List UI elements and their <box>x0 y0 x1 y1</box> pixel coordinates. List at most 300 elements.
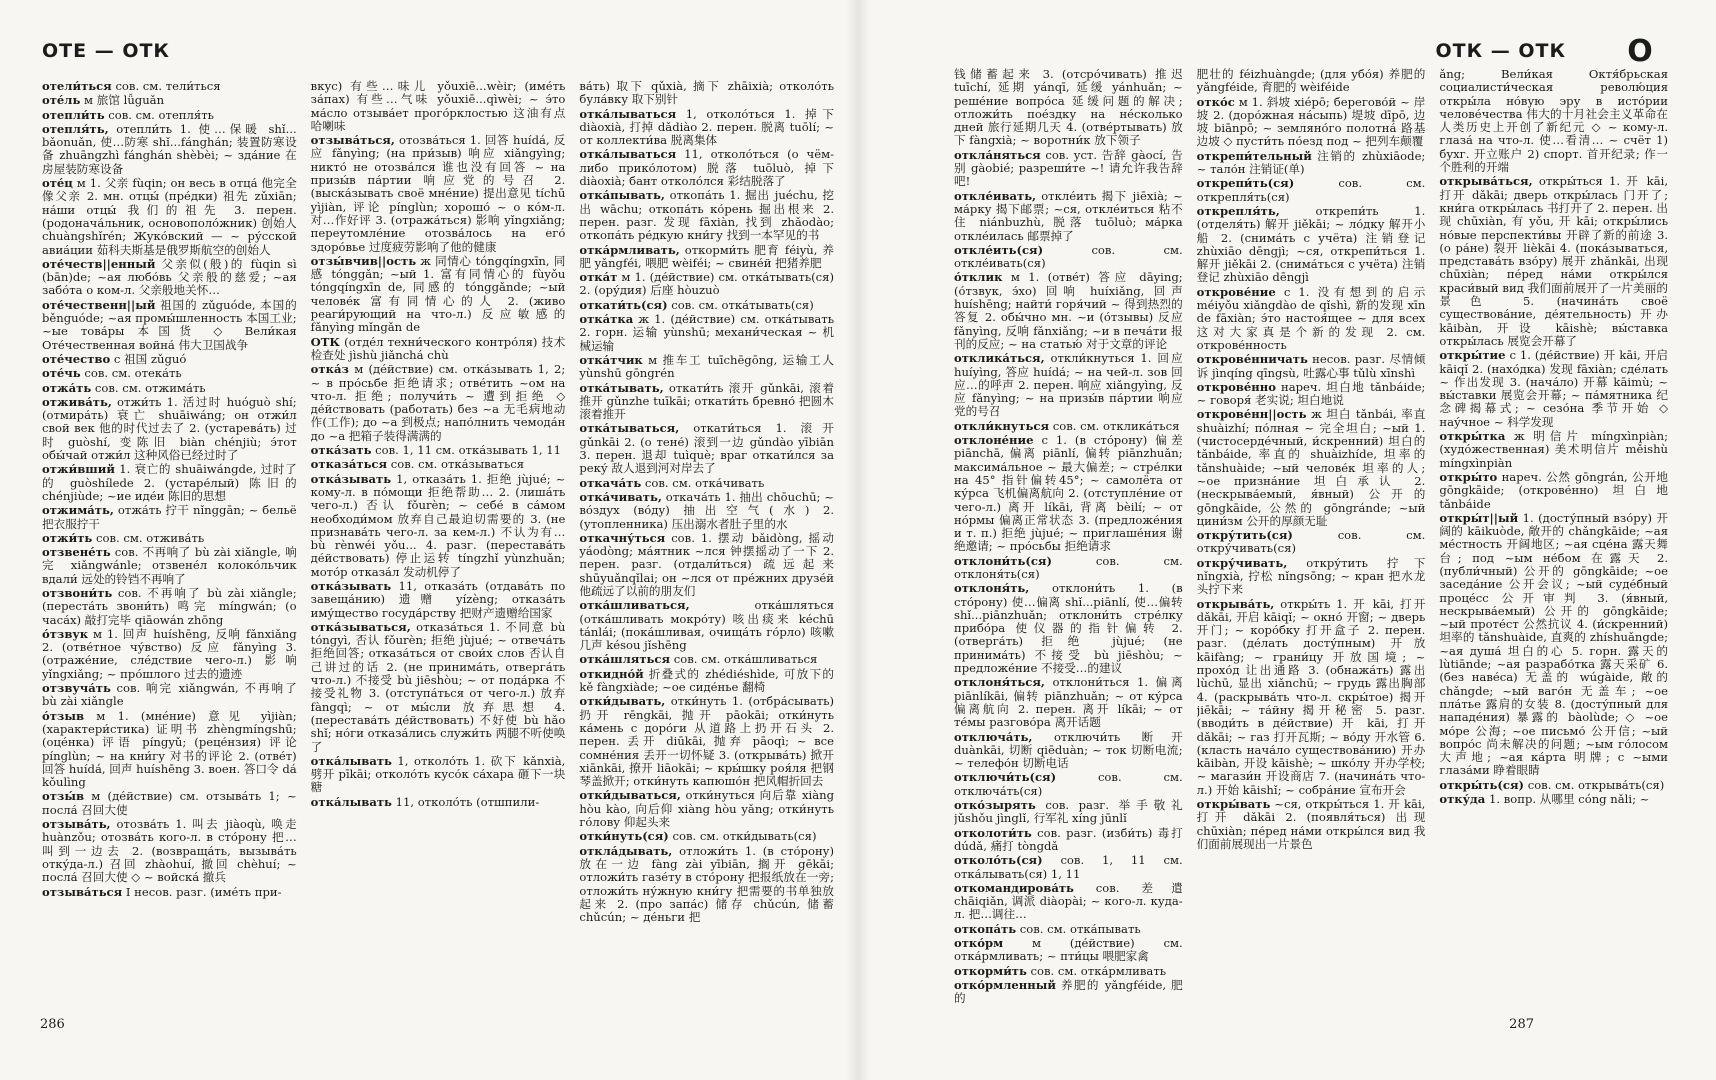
dictionary-entry <box>579 668 834 695</box>
entry-headword: открыва́ть, <box>1196 596 1275 611</box>
entry-headword: отка́чивать, <box>579 489 662 504</box>
entry-definition: откача́ть 1. 抽出 chōuchū; ~ во́здух (во́ду) 抽出空气(水) 2. (утопленника) 压出溺水者肚子里的水 <box>579 489 835 531</box>
entry-definition: сов. см. отклоня́ть(ся) <box>954 553 1183 581</box>
entry-headword: отказа́ться <box>310 457 388 472</box>
entry-definition: сов. см. открыва́ть(ся) <box>1527 777 1665 792</box>
entry-headword: о́тзыв <box>42 708 84 723</box>
entry-definition: откати́ть 滚开 gǔnkāi, 滚着推开 gǔnzhe tuīkāi; откати́ть бревно́ 把圆木滚着推开 <box>579 380 835 422</box>
dictionary-entry <box>954 965 1183 978</box>
entry-definition: с 1. (де́йствие) 开 kāi, 开启 kāiqǐ 2. (нахо́дка) 发现 fāxiàn; сде́лать ~ 作出发现 3. (нача́ло) 开幕 kāimù; ~ вы́ставки 展览会开幕; ~ па́мятника 纪念碑揭幕式; ~ сезо́на 季节开始 ◇ нау́чное ~ 科学发现 <box>1439 348 1669 429</box>
entry-definition: сов. 1, 11 см. отка́зывать 1, 11 <box>375 443 562 458</box>
dictionary-entry <box>1197 96 1426 149</box>
entry-definition: отклони́ться 1. 偏离 piānlíkāi, 偏转 piānzhuǎn; ~ от ку́рса 偏离航向 2. перен. 离开 líkāi; ~ от те́мы разгово́ра 离开话题 <box>954 675 1183 730</box>
left-column-2 <box>311 80 566 1010</box>
entry-definition: м (де́йствие) см. отка́рмливать; ~ пти́цы 喂肥家禽 <box>954 936 1183 964</box>
dictionary-entry <box>42 353 297 366</box>
dictionary-entry <box>42 463 297 503</box>
dictionary-entry <box>954 827 1183 854</box>
entry-headword: отжи́вший <box>42 462 115 477</box>
dictionary-entry <box>954 676 1183 729</box>
entry-definition: отозва́ть 1. 叫去 jiàoqù, 唤走 huànzǒu; отозва́ть кого-л. в сто́рону 把…叫到一边去 2. (возвраща́ть, вызыва́ть отку́да-л.) 召回 zhàohuí, 撤回 chèhuí; ~ посла́ 召回大使 ◇ ~ войска́ 撤兵 <box>42 817 297 885</box>
entry-definition: ж 明信片 míngxìnpiàn; (худо́жественная) 美术明信片 měishù míngxìnpiàn <box>1439 429 1669 470</box>
dictionary-entry <box>579 299 834 312</box>
entry-headword: отзыва́ть, <box>42 817 111 832</box>
dictionary-entry <box>311 80 566 133</box>
dictionary-entry <box>42 94 297 107</box>
entry-headword: отка́тывать, <box>579 380 664 395</box>
dictionary-entry <box>954 731 1183 771</box>
entry-definition: сов. см. открепля́ть(ся) <box>1196 176 1426 204</box>
entry-definition: сов. разг. 举手敬礼 jǔshǒu jìnglǐ, 行军礼 xíng jūnlǐ <box>954 798 1183 826</box>
entry-headword: отка́зывать <box>310 578 392 593</box>
dictionary-entry <box>42 299 297 352</box>
entry-definition: (отде́л техни́ческого контро́ля) 技术检查处 jìshù jiǎnchá chù <box>310 334 566 362</box>
entry-definition: 1. (досту́пный взо́ру) 开阔的 kāikuòde, 敞开的 chǎngkāide; ~ая ме́стность 开阔地区; ~ая сце́на 露天舞台; под ~ым не́бом 在露天 2. (публи́чный) 公开的 gōngkāide; ~ое заседа́ние 公开会议; ~ый суде́бный проце́сс 公开审判 3. (я́вный, нескрыва́емый) 公开的 gōngkāide; ~ый проте́ст 公然抗议 4. (и́скренний) 坦率的 tǎnshuàide, 直爽的 zhíshuǎngde; ~ая душа́ 坦白的心 5. горн. 露天的 lùtiānde; ~ая разрабо́тка 露天采矿 6. (без наве́са) 无盖的 wúgàide, 敞的 chǎngde; ~ый ваго́н 无盖车; ~ое пла́тье 露肩的女装 8. (досту́пный для нападе́ния) 暴露的 bàolùde; ◇ ~ое мо́ре 公海; ~ое письмо́ 公开信; ~ый вопро́с 尚未解决的问题; ~ым го́лосом 大声地; ~ая ка́рта 明牌; с ~ыми глаза́ми 睁着眼睛 <box>1439 510 1669 778</box>
dictionary-entry <box>42 587 297 627</box>
entry-definition: отжа́ть 拧干 nǐnggān; ~ бельё 把衣服拧干 <box>42 503 297 531</box>
entry-definition: с 祖国 zǔguó <box>113 351 187 366</box>
entry-definition: 11, отказа́ть (отдава́ть по завеща́нию) 遗赠 yízèng; отказа́ть иму́щество госуда́рству 把财产遗赠给国家 <box>310 578 566 620</box>
entry-headword: отзвуча́ть <box>42 681 111 696</box>
entry-headword: откача́ть <box>579 475 642 490</box>
right-column-1 <box>954 68 1183 1010</box>
entry-headword: отжи́ть <box>42 530 93 545</box>
entry-definition: I несов. разг. (име́ть при- <box>125 884 282 899</box>
entry-headword: отки́дываться, <box>579 788 681 803</box>
entry-headword: отклика́ться, <box>954 351 1045 366</box>
dictionary-entry <box>311 621 566 754</box>
right-column-2 <box>1197 68 1426 1010</box>
dictionary-entry <box>311 755 566 795</box>
dictionary-entry <box>1197 286 1426 352</box>
entry-headword: открыва́ться, <box>1439 174 1533 189</box>
entry-headword: оте́ц <box>42 176 73 191</box>
dictionary-entry <box>954 420 1183 433</box>
entry-headword: откру́тить(ся) <box>1196 528 1293 543</box>
entry-headword: отка́зать <box>310 443 372 458</box>
entry-definition: ~ся, откры́ться 1. 开 kāi, 打开 dǎkāi 2. (появля́ться) 出现 chūxiàn; пе́ред на́ми откры́лся вид 我们面前展现出一片景色 <box>1196 797 1426 851</box>
entry-definition: м 1. (мне́ние) 意见 yìjiàn; (характери́стика) 证明书 zhèngmíngshū; (оце́нка) 评语 píngyǔ; (реце́нзия) 评论 pínglùn; ~ на кни́гу 对书的评论 2. (отве́т) 回答 huídá, 回声 huíshēng 3. воен. 答口令 dá kǒulìng <box>42 708 297 790</box>
dictionary-entry <box>579 80 834 107</box>
dictionary-entry <box>42 682 297 709</box>
entry-headword: о́тклик <box>954 270 1003 285</box>
entry-definition: отжи́ть 1. 活过时 huóguò shí; (отмира́ть) 衰亡 shuāiwáng; он отжи́л свой век 他的时代过去了 2. (устарева́ть) 过时 guòshí, 变陈旧 biàn chénjiù; э́тот обы́чай отжи́л 这种风俗已经过时了 <box>42 394 297 463</box>
entry-headword: откачну́ться <box>579 530 666 545</box>
entry-definition: откорми́ть 肥育 féiyù, 养肥 yǎngféi, 喂肥 wèiféi; ~ свине́й 把猪养肥 <box>579 242 835 270</box>
entry-headword: отзыва́ться, <box>310 133 395 148</box>
entry-definition: 1, отколо́ть 1. 砍下 kǎnxià, 劈开 pīkāi; отколо́ть кусо́к са́хара 砸下一块糖 <box>310 753 566 795</box>
dictionary-entry <box>42 258 297 298</box>
entry-definition: нареч. 坦白地 tǎnbáide; ~ говоря́ 老实说; 坦白地说 <box>1196 379 1426 408</box>
entry-headword: отзвони́ть <box>42 585 113 600</box>
dictionary-entry <box>954 434 1183 554</box>
dictionary-entry <box>579 382 834 422</box>
entry-headword: откры́тие <box>1439 348 1506 363</box>
entry-definition: отозва́ться 1. 回答 huídá, 反应 fǎnyìng; (на при́зыв) 响应 xiǎngyìng; никто́ не отозва́лся 谁也没有回答 ~ на призы́в па́ртии 响应党的号召 2. (выска́зывать своё мне́ние) 提出意见 tíchū yìjiàn, 评论 pínglùn; хорошо́ ~ о ко́м-л. 对…作好评 3. (отража́ться) 影响 yǐngxiǎng; переутомле́ние отозва́лось на его́ здоро́вье 过度疲劳影响了他的健康 <box>310 133 566 254</box>
dictionary-entry <box>311 255 566 335</box>
dictionary-entry <box>42 177 297 257</box>
entry-headword: отключа́ть, <box>954 729 1033 744</box>
entry-headword: ОТК <box>310 334 340 349</box>
entry-definition: ж 同情心 tóngqíngxīn, 同感 tónggǎn; ~ый 1. 富有同情心的 fùyǒu tóngqíngxīn de, 同感的 tónggǎnde; ~ый челове́к 富有同情心的人 2. (живо реаги́рующий на что-л.) 反应敏感的 fǎnyìng mǐngǎn de <box>310 253 566 335</box>
entry-definition: сов. см. отжима́ть <box>94 380 206 395</box>
entry-definition: 11, отколо́ть (отшпили- <box>395 794 540 809</box>
entry-headword: отка́лывать <box>310 753 392 768</box>
dictionary-entry <box>954 149 1183 189</box>
dictionary-entry <box>42 790 297 817</box>
dictionary-entry <box>42 80 297 93</box>
entry-headword: отка́зываться, <box>310 619 411 634</box>
entry-definition: сов. см. отека́ть <box>84 366 182 381</box>
entry-definition: сов. 1. 摆动 bǎidòng, 摇动 yáodòng; ма́ятник ~лся 钟摆摇动了一下 2. перен. разг. (отдали́ться) 疏远起来 shūyuǎnqǐlai; он ~лся от пре́жних друзе́й 他疏远了以前的朋友们 <box>579 530 835 598</box>
entry-headword: оте́чество <box>42 351 111 366</box>
entry-headword: откати́ть(ся) <box>579 297 668 312</box>
dictionary-entry <box>954 882 1183 922</box>
entry-headword: отка́пывать, <box>579 188 665 203</box>
left-running-head: ОТЕ — ОТК <box>42 40 170 62</box>
entry-definition: сов. 不再响了 bù zài xiǎngle, 响完 xiǎngwánle; отзвене́л колоко́льчик вдали́ 远处的铃铛不再响了 <box>42 545 297 586</box>
dictionary-entry <box>1197 557 1426 597</box>
entry-definition: м 推车工 tuīchēgōng, 运输工人 yùnshū gōngrén <box>579 352 835 381</box>
entry-headword: открове́нн||ость <box>1196 407 1307 422</box>
entry-headword: отко́рмленный <box>954 977 1056 992</box>
entry-definition: с 1. 没有想到的启示 méiyǒu xiǎngdào de qǐshì, 新的发现 xīn de fāxiàn; э́то настоя́щее ~ для всех 这对大家真是个新的发现 2. см. открове́нность <box>1196 284 1426 352</box>
entry-definition: сов. см. отка́пывать <box>1019 921 1141 936</box>
entry-headword: откры́вать <box>1196 797 1271 812</box>
entry-headword: оте́чь <box>42 366 81 381</box>
entry-headword: отзыва́ться <box>42 884 123 899</box>
entry-definition: сов. см. тели́ться <box>115 80 221 93</box>
dictionary-entry <box>954 771 1183 798</box>
entry-headword: отко́рм <box>954 936 1004 950</box>
entry-definition: 注销的 zhùxiāode; ~ тало́н 注销证(单) <box>1196 148 1426 177</box>
entry-headword: откры́т||ый <box>1439 510 1519 525</box>
dictionary-entry <box>311 336 566 363</box>
dictionary-entry <box>579 532 834 598</box>
entry-definition: м 1. 回声 huíshēng, 反响 fǎnxiǎng 2. (отве́тное чу́вство) 反应 fǎnyìng 3. (отраже́ние, сле́дствие чего-л.) 影响 yǐngxiǎng; ~ про́шлого 过去的遗迹 <box>42 626 297 681</box>
dictionary-entry <box>42 546 297 586</box>
dictionary-entry <box>954 923 1183 936</box>
entry-headword: отклони́ть(ся) <box>954 553 1052 568</box>
entry-headword: отка́лываться <box>579 106 677 121</box>
dictionary-entry <box>1439 512 1668 778</box>
dictionary-entry <box>311 473 566 579</box>
entry-definition: открепи́ть 1. (отделя́ть) 解开 jiěkāi; ~ ло́дку 解开小船 2. (снима́ть с учёта) 注销登记 zhùxiāo dēngjì; ~ся, открепи́ться 1. 解开 jiěkāi 2. (снима́ться с учёта) 注销登记 zhùxiāo dēngjì <box>1196 203 1426 285</box>
dictionary-entry <box>579 477 834 490</box>
entry-headword: отко́с <box>1196 94 1235 109</box>
entry-headword: отка́тываться, <box>579 421 680 436</box>
dictionary-entry <box>1197 150 1426 177</box>
entry-definition: откры́ть 1. 开 kāi, 打开 dǎkāi, 开启 kāiqǐ; ~ окно́ 开窗; ~ дверь 开门; ~ коро́бку 打开盒子 2. перен. разг. (де́лать досту́пным) 开放 kāifàng; ~ грани́цу 开放国境; ~ прохо́д 让出通路 3. (обнажа́ть) 露出 lùchū, 显出 xiǎnchū; ~ грудь 露出胸部 4. (раскрыва́ть что-л. скры́тое) 揭开 jiēkāi; ~ та́йну 揭开秘密 5. разг. (вводи́ть в де́йствие) 开 kāi, 打开 dǎkāi; ~ газ 打开瓦斯; ~ во́ду 开水管 6. (класть нача́ло существова́нию) 开办 kāibàn, 开设 kāishè; ~ шко́лу 开办学校; ~ магази́н 开设商店 7. (начина́ть что-л.) 开始 kāishǐ; ~ собра́ние 宣布开会 <box>1196 596 1426 797</box>
dictionary-entry <box>579 244 834 271</box>
dictionary-entry <box>1439 793 1668 806</box>
dictionary-entry <box>954 271 1183 351</box>
entry-definition: ж 1. (де́йствие) см. отка́тывать 2. горн. 运输 yùnshū; механи́ческая ~ 机械运输 <box>579 312 835 353</box>
entry-headword: откла́дывать, <box>579 843 673 858</box>
dictionary-entry <box>579 422 834 475</box>
left-page-number: 286 <box>40 1017 65 1032</box>
entry-headword: отка́шливаться, <box>579 598 690 613</box>
entry-headword: оте́ль <box>42 93 81 108</box>
entry-definition: отложи́ть 1. (в сто́рону) 放在一边 fàng zài yībiān, 搁开 gēkāi; отложи́ть газе́ту в сто́рону 把报纸放在一旁; отложи́ть ну́жную кни́гу 把需要的书单独放起来 2. (про запа́с) 储存 chǔcún, 储蓄 chǔcún; ~ де́ньги 把 <box>579 843 835 925</box>
dictionary-entry <box>1439 68 1668 174</box>
dictionary-entry <box>579 599 834 652</box>
dictionary-entry <box>311 580 566 620</box>
dictionary-entry <box>42 818 297 884</box>
entry-definition: 1, отколо́ться 1. 掉下 diàoxià, 打掉 dǎdiào 2. перен. 脱离 tuōlí; ~ от коллекти́ва 脱离集体 <box>579 106 835 148</box>
dictionary-entry <box>954 799 1183 826</box>
dictionary-entry <box>42 628 297 681</box>
entry-headword: откле́ивать, <box>954 188 1037 203</box>
dictionary-entry <box>1197 381 1426 408</box>
entry-headword: о́тзвук <box>42 626 89 641</box>
entry-definition: м 1. (де́йствие) см. отка́тывать(ся) 2. (ору́дия) 后座 hòuzuò <box>579 270 835 298</box>
dictionary-entry <box>579 695 834 788</box>
entry-headword: откопа́ть <box>954 921 1017 936</box>
dictionary-entry <box>1197 68 1426 95</box>
entry-definition: сов. 差遣 chāiqiǎn, 调派 diàopài; ~ кого-л. куда-л. 把…调往… <box>954 880 1183 922</box>
entry-headword: отка́т <box>579 270 618 285</box>
entry-headword: отжа́ть <box>42 380 92 395</box>
entry-headword: отепли́ть <box>42 107 105 122</box>
dictionary-entry <box>954 68 1183 148</box>
entry-definition: сов. см. отки́дывать(ся) <box>672 829 817 844</box>
entry-definition: сов. см. отжива́ть <box>95 530 205 545</box>
entry-definition: м 1. 斜坡 xiépō; берегово́й ~ 岸坡 2. (доро́жная на́сыпь) 堤坡 dīpō, 边坡 biānpō; ~ земляно́го полотна́ 路基边坡 ◇ пусти́ть по́езд под ~ 把列车颠覆 <box>1196 94 1426 149</box>
entry-definition: сов. разг. (изби́ть) 毒打 dúdǎ, 痛打 tòngdǎ <box>954 825 1183 853</box>
dictionary-entry <box>579 189 834 242</box>
dictionary-entry <box>954 352 1183 418</box>
entry-headword: откорми́ть <box>954 963 1027 978</box>
entry-headword: откры́ть(ся) <box>1439 777 1525 792</box>
right-page-number: 287 <box>1509 1017 1534 1032</box>
entry-definition: м 1. (отве́т) 答应 dāying; (о́тзвук, э́хо) 回响 huíxiǎng, 回声 huíshēng; найти́ горя́чий ~ 得到热烈的答复 2. обы́чно мн. ~и (о́тзывы) 反应 fǎnyìng, 反响 fǎnxiǎng; ~и в печа́ти 报刊的反应; ~ на статью́ 对于文章的评论 <box>954 270 1183 351</box>
entry-headword: отколо́ть(ся) <box>954 853 1043 868</box>
entry-headword: откла́няться <box>954 147 1041 162</box>
dictionary-entry <box>579 653 834 666</box>
entry-definition: 祖国的 zǔguóde, 本国的 běnguóde; ~ая промы́шленность 本国工业; ~ые това́ры 本国货 ◇ Вели́кая Оте́чественная война́ 伟大卫国战争 <box>42 297 297 352</box>
entry-definition: ǎng; Вели́кая Октя́брьская социалисти́ческая револю́ция откры́ла но́вую эру в исто́рии челове́чества 伟大的十月社会主义革命在人类历史上开创了新纪元 ◇ ~ кому-л. глаза́ на что-л. 使…看清… ~ счёт 1) бухг. 开立账户 2) спорт. 首开纪录; 作一个胜利的开端 <box>1439 68 1669 175</box>
entry-definition: сов. см. отка́рмливать <box>1030 963 1167 978</box>
right-page <box>858 0 1716 1080</box>
entry-definition: 钱储蓄起来 3. (отсро́чивать) 推迟 tuīchí, 延期 yánqī, 延缓 yánhuǎn; ~ реше́ние вопро́са 延缓问题的解决; отложи́ть пое́здку на не́сколько дней 旅行延期几天 4. (отве́ртывать) 放下 fàngxià; ~ воротни́к 放下领子 <box>954 68 1183 148</box>
entry-definition: 11, отколо́ться (о чём-либо прико́лотом) 脱落 tuōluò, 掉下 diàoxià; бант отколо́лся 彩结脱落了 <box>579 147 835 189</box>
dictionary-entry <box>1197 798 1426 851</box>
dictionary-entry <box>1439 349 1668 429</box>
entry-definition: м (де́йствие) см. отзыва́ть 1; ~ посла́ 召回大使 <box>42 789 297 817</box>
dictionary-entry <box>954 555 1183 582</box>
entry-definition: м 1. 父亲 fùqin; он весь в отца́ 他完全像父亲 2. мн. отцы́ (пре́дки) 祖先 zǔxiān; на́ши отцы́ 我们的祖先 3. перен. (родонача́льник, основополо́жник) 创始人 chuàngshǐrén; Жуко́вский — ~ ру́сской авиа́ции 茹科夫斯基是俄罗斯航空的创始人 <box>42 176 297 257</box>
letter-tab: О <box>1627 34 1653 69</box>
entry-definition: отки́нуться 向后靠 xiàng hòu kào, 向后仰 xiàng hòu yǎng; отки́нуть го́лову 仰起头来 <box>579 788 835 830</box>
dictionary-entry <box>954 190 1183 243</box>
left-column-3 <box>579 80 834 1010</box>
entry-definition: нареч. 公然 gōngrán, 公开地 gōngkāide; (открове́нно) 坦白地 tǎnbáide <box>1439 469 1669 511</box>
entry-headword: отко́зырять <box>954 798 1036 813</box>
entry-definition: сов. 1, 11 см. отка́лывать(ся) 1, 11 <box>954 853 1183 881</box>
entry-headword: отжима́ть, <box>42 503 114 518</box>
entry-definition: откле́ить 揭下 jiēxià; ~ ма́рку 揭下邮票; ~ся, откле́иться 粘不住 niánbuzhù, 脱落 tuōluò; ма́рка откле́илась 邮票掉了 <box>954 188 1183 243</box>
left-column-1 <box>42 80 297 1010</box>
dictionary-entry <box>1197 177 1426 204</box>
entry-definition: с 1. (в сто́рону) 偏差 piānchā, 偏离 piānlí, 偏转 piānzhuǎn; максима́льное ~ 最大偏差; ~ стре́лки на 45° 指针偏转45°; ~ самолёта от ку́рса 飞机偏离航向 2. (отступле́ние от чего-л.) 离开 líkāi, 背离 bèilí; ~ от но́рмы 偏离正常状态 3. (предложе́ния и т. п.) 拒绝 jùjué; ~ приглаше́ния 谢绝邀请; ~ про́сьбы 拒绝请求 <box>954 433 1183 554</box>
entry-definition: 父亲似(般)的 fùqin sì (bān)de; ~ая любо́вь 父亲般的慈爱; ~ая забо́та о ком-л. 父亲般地关怀… <box>42 256 297 298</box>
dictionary-entry <box>579 354 834 381</box>
entry-headword: откидно́й <box>579 666 644 681</box>
dictionary-entry <box>1197 408 1426 528</box>
right-columns <box>954 68 1668 1010</box>
entry-definition: откры́ться 1. 开 kāi, 打开 dǎkāi; дверь откры́лась 门开了; кни́га откры́лась 书打开了 2. перен. 出现 chūxiàn, 有 yǒu, 开 kāi; откры́лись но́вые перспекти́вы 开辟了新的前途 3. (о ра́не) 裂开 lièkāi 4. (пока́зываться, представа́ть взо́ру) 展开 zhǎnkāi, 出现 chūxiàn; пе́ред на́ми откры́лся краси́вый вид 我们面前展开了一片美丽的景色 5. (начина́ть своё существова́ние, де́ятельность) 开办 kāibàn, 开设 kāishè; вы́ставка откры́лась 展览会开幕了 <box>1439 174 1669 348</box>
entry-headword: отку́да <box>1439 792 1486 807</box>
dictionary-entry <box>1197 353 1426 380</box>
entry-definition: отепли́ть 1. 使…保暖 shǐ... bǎonuǎn, 使…防寒 shǐ...fánghán; 装置防寒设备 zhuāngzhì fánghán shèbèi; ~ зда́ние 在房屋装防寒设备 <box>42 121 297 176</box>
entry-headword: открове́нно <box>1196 379 1276 394</box>
dictionary-entry <box>579 108 834 148</box>
entry-definition: сов. см. отка́зываться <box>390 457 525 472</box>
entry-headword: отки́нуть(ся) <box>579 829 669 844</box>
entry-headword: отклоня́ть, <box>954 581 1030 596</box>
entry-headword: откле́ить(ся) <box>954 242 1044 257</box>
entry-definition: отка́шляться (отка́шливать мокро́ту) 咳出痰来 kéchū tánlái; (пока́шливая, очища́ть го́рло) 咳嗽几声 késou jǐshēng <box>579 598 835 653</box>
entry-definition: откли́кнуться 1. 回应 huíyìng, 答应 huídá; ~ на чей-л. зов 回应…的呼声 2. перен. 响应 xiǎngyìng, 反应 fǎnyìng; ~ на призы́в па́ртии 响应党的号召 <box>954 351 1183 419</box>
dictionary-entry <box>579 313 834 353</box>
dictionary-entry <box>311 444 566 457</box>
entry-headword: отки́дывать, <box>579 694 666 709</box>
entry-definition: сов. см. отклика́ться <box>1052 418 1180 433</box>
dictionary-entry <box>579 148 834 188</box>
entry-headword: отклоне́ние <box>954 433 1034 448</box>
dictionary-entry <box>579 845 834 925</box>
entry-headword: отка́з <box>310 362 349 377</box>
entry-headword: отзвене́ть <box>42 545 111 560</box>
entry-definition: отки́нуть 1. (отбра́сывать) 扔开 rēngkāi, 抛开 pāokāi; отки́нуть ка́мень с доро́ги 从道路上扔开石头 2. перен. 丢开 diūkāi, 抛弃 pāoqì; ~ все сомне́ния 丢开一切怀疑 3. (открыва́ть) 掀开 xiānkāi, 撩开 liāokāi; ~ кры́шку роя́ля 把钢琴盖掀开; отки́нуть капюшо́н 把风帽折回去 <box>579 694 835 789</box>
entry-definition: сов. см. откле́ивать(ся) <box>954 242 1183 271</box>
entry-definition: ж 坦白 tǎnbái, 率直 shuàizhí; по́лная ~ 完全坦白; ~ый 1. (чистосерде́чный, и́скренний) 坦白的 tǎnbáide, 率直的 shuàizhíde, 坦率的 tǎnshuàide; ~ый челове́к 坦率的人; ~ое призна́ние 坦白承认 2. (нескрыва́емый, я́вный) 公开的 gōngkāide, 公然的 gōngránde; ~ый цини́зм 公开的厚颜无耻 <box>1196 407 1426 528</box>
entry-headword: открове́нничать <box>1196 352 1308 367</box>
entry-definition: сов. см. отепля́ть <box>108 107 214 122</box>
dictionary-entry <box>1439 175 1668 348</box>
entry-definition: 折叠式的 zhédiéshìde, 可放下的 kě fàngxiàde; ~ое сиде́нье 翻椅 <box>579 666 835 695</box>
entry-headword: отжива́ть, <box>42 394 112 409</box>
dictionary-entry <box>954 854 1183 881</box>
right-running-head: ОТК — ОТК <box>1435 40 1566 62</box>
dictionary-entry <box>579 271 834 298</box>
entry-headword: отклоня́ться, <box>954 675 1045 690</box>
entry-headword: отка́лывать <box>310 794 392 809</box>
entry-headword: открепи́ть(ся) <box>1196 176 1295 191</box>
entry-definition: ва́ть) 取下 qǔxià, 摘下 zhāixià; отколо́ть була́вку 取下别针 <box>579 80 835 107</box>
entry-headword: отка́тчик <box>579 352 643 367</box>
dictionary-entry <box>1439 471 1668 511</box>
entry-headword: отка́зывать <box>310 471 392 486</box>
entry-headword: отепля́ть, <box>42 121 109 136</box>
entry-headword: отка́шляться <box>579 652 671 667</box>
dictionary-entry <box>311 458 566 471</box>
entry-definition: м 旅馆 lǚguǎn <box>84 93 165 108</box>
dictionary-entry <box>954 244 1183 271</box>
entry-definition: сов. уст. 告辞 gàocí, 告别 gàobié; разреши́те ~! 请允许我告辞吧! <box>954 147 1183 189</box>
entry-headword: оте́честв||енный <box>42 256 156 271</box>
right-column-3 <box>1439 68 1668 1010</box>
entry-headword: отели́ться <box>42 80 112 93</box>
entry-definition: сов. 不再响了 bù zài xiǎngle; (переста́ть звони́ть) 鸣完 míngwán; (о часа́х) 敲打完毕 qiāowán zhōng <box>42 585 297 627</box>
entry-headword: открепи́тельный <box>1196 148 1312 163</box>
entry-headword: оте́чественн||ый <box>42 297 156 312</box>
dictionary-entry <box>579 789 834 829</box>
entry-headword: откры́тка <box>1439 429 1506 444</box>
dictionary-entry <box>1439 779 1668 792</box>
dictionary-entry <box>42 123 297 176</box>
entry-definition: сов. см. отка́тывать(ся) <box>671 297 814 312</box>
dictionary-entry <box>579 491 834 531</box>
entry-headword: открове́ние <box>1196 284 1276 299</box>
dictionary-entry <box>954 937 1183 964</box>
entry-definition: 1. 衰亡的 shuāiwángde, 过时了的 guòshílede 2. (устаре́лый) 陈旧的 chénjiùde; ~ие иде́и 陈旧的思想 <box>42 462 297 503</box>
entry-definition: 肥壮的 féizhuàngde; (для убо́я) 养肥的 yǎngféide, 育肥的 wèiféide <box>1196 68 1426 95</box>
dictionary-entry <box>42 886 297 899</box>
dictionary-entry <box>1197 598 1426 797</box>
dictionary-entry <box>42 710 297 790</box>
dictionary-entry <box>311 363 566 443</box>
dictionary-entry <box>1439 430 1668 470</box>
entry-definition: сов. см. отка́чивать <box>644 475 765 490</box>
left-columns <box>42 80 834 1010</box>
entry-headword: отключи́ть(ся) <box>954 770 1057 785</box>
entry-definition: откру́тить 拧下 nǐngxià, 拧松 nǐngsōng; ~ кран 把水龙头拧下来 <box>1196 555 1426 597</box>
dictionary-entry <box>954 979 1183 1006</box>
entry-definition: отключи́ть 断开 duànkāi, 切断 qiēduàn; ~ ток 切断电流; ~ телефо́н 切断电话 <box>954 729 1183 771</box>
entry-definition: вкус) 有些…味儿 yǒuxiē...wèir; (име́ть за́пах) 有些…气味 yǒuxiē...qìwèi; ~ э́то ма́сло отзыва́ет прого́рклостью 这油有点哈喇味 <box>310 80 566 133</box>
entry-headword: откли́кнуться <box>954 418 1050 433</box>
dictionary-entry <box>42 367 297 380</box>
entry-definition: отклони́ть 1. (в сто́рону) 使…偏离 shǐ...piānlí, 使…偏转 shǐ...piānzhuǎn; отклони́ть стре́лку прибо́ра 使仪器的指针偏转 2. (отверга́ть) 拒绝 jùjué; (не принима́ть) 不接受 bù jiēshòu; ~ предложе́ние 不接受…的建议 <box>954 581 1183 676</box>
dictionary-entry <box>579 830 834 843</box>
dictionary-entry <box>954 582 1183 675</box>
entry-definition: сов. см. отка́шливаться <box>673 652 818 667</box>
entry-headword: откры́то <box>1439 469 1498 484</box>
dictionary-entry <box>42 382 297 395</box>
entry-headword: откру́чивать, <box>1196 555 1288 570</box>
dictionary-entry <box>42 532 297 545</box>
entry-headword: открепля́ть, <box>1196 203 1280 218</box>
entry-definition: 养肥的 yǎngféide, 肥的 <box>954 977 1183 1006</box>
entry-headword: отзы́вчив||ость <box>310 253 417 268</box>
entry-headword: отка́рмливать, <box>579 242 680 257</box>
entry-definition: сов. см. отключа́ть(ся) <box>954 770 1183 798</box>
entry-definition: откати́ться 1. 滚开 gǔnkāi 2. (о тене́) 滚到一边 gǔndào yībiān 3. перен. 退却 tuìquè; враг откати́лся за реку́ 敌人退到河对岸去了 <box>579 421 835 476</box>
entry-definition: 1. вопр. 从哪里 cóng nǎli; ~ <box>1488 792 1650 807</box>
entry-definition: сов. 响完 xiǎngwán, 不再响了 bù zài xiǎngle <box>42 681 297 709</box>
dictionary-entry <box>42 109 297 122</box>
dictionary-entry <box>1197 205 1426 285</box>
dictionary-entry <box>42 504 297 531</box>
entry-definition: откопа́ть 1. 掘出 juéchu, 挖出 wāchu; откопа́ть ко́рень 掘出根来 2. перен. разг. 发现 fāxiàn, 找到 zhǎodào; откопа́ть ре́дкую кни́гу 找到一本罕见的书 <box>579 188 835 243</box>
dictionary-entry <box>42 396 297 462</box>
entry-headword: отколоти́ть <box>954 825 1032 840</box>
entry-headword: отзы́в <box>42 789 84 804</box>
entry-definition: отказа́ться 1. 不同意 bù tóngyì, 否认 fǒurèn; 拒绝 jùjué; ~ отвеча́ть 拒绝回答; отказа́ться от свои́х слов 否认自己讲过的话 2. (не принима́ть, отверга́ть что-л.) 不接受 bù jiēshòu; ~ от пода́рка 不接受礼物 3. (отступа́ться от чего-л.) 放弃 fàngqì; ~ от мы́сли 放弃思想 4. (перестава́ть де́йствовать) 不好使 bù hǎo shǐ; но́ги отказа́лись служи́ть 两腿不听使唤了 <box>310 619 566 754</box>
entry-definition: 1, отказа́ть 1. 拒绝 jùjué; ~ кому-л. в по́мощи 拒绝帮助… 2. (лиша́ть чего-л.) 否认 fǒurèn; ~ себе́ в са́мом необходи́мом 放弃自己最迫切需要的 3. (не признава́ть чего-л. за кем-л.) 不认为有… bù rènwéi yǒu... 4. разг. (перестава́ть де́йствовать) 停止运转 tíngzhǐ yùnzhuǎn; мото́р отказа́л 发动机停了 <box>310 471 566 579</box>
entry-headword: отка́тка <box>579 312 634 327</box>
entry-definition: м (де́йствие) см. отка́зывать 1, 2; ~ в про́сьбе 拒绝请求; отве́тить ~ом на что-л. 拒绝; получи́ть ~ 遭到拒绝 ◇ де́йствовать (работать) без ~а 无毛病地动作(工作); до ~а 到极点; напо́лнить чемода́н до ~а 把箱子装得满满的 <box>310 362 566 443</box>
entry-headword: отка́лываться <box>579 147 677 162</box>
entry-definition: несов. разг. 尽情倾诉 jìnqíng qīngsù, 吐露心事 tǔlù xīnshì <box>1196 352 1426 380</box>
dictionary-entry <box>311 134 566 254</box>
entry-headword: откомандирова́ть <box>954 880 1074 895</box>
dictionary-entry <box>1197 529 1426 556</box>
dictionary-entry <box>311 796 566 809</box>
entry-definition: сов. см. откру́чивать(ся) <box>1196 528 1426 556</box>
